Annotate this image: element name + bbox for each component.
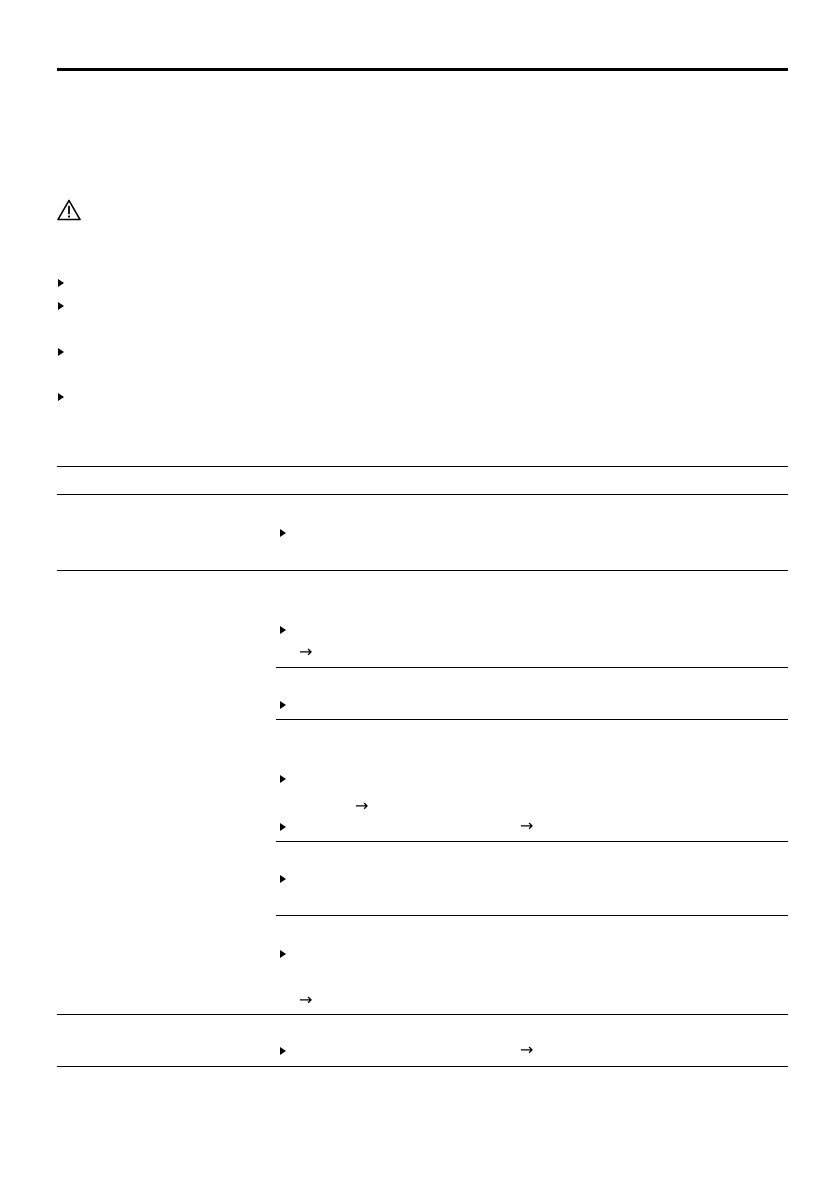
triangle-bullet-icon bbox=[58, 302, 64, 310]
right-arrow-icon: → bbox=[355, 796, 369, 815]
right-arrow-icon: → bbox=[520, 1040, 534, 1059]
triangle-bullet-icon bbox=[280, 626, 286, 634]
triangle-bullet-icon bbox=[58, 348, 64, 356]
triangle-bullet-icon bbox=[280, 529, 286, 537]
triangle-bullet-icon bbox=[58, 279, 64, 287]
warning-triangle-icon bbox=[57, 199, 81, 221]
table-subrow-rule bbox=[276, 719, 788, 720]
table-bottom-rule bbox=[57, 1066, 788, 1067]
triangle-bullet-icon bbox=[280, 823, 286, 831]
table-top-rule bbox=[57, 466, 788, 467]
table-subrow-rule bbox=[276, 915, 788, 916]
triangle-bullet-icon bbox=[58, 393, 64, 401]
triangle-bullet-icon bbox=[280, 950, 286, 958]
triangle-bullet-icon bbox=[280, 1047, 286, 1055]
triangle-bullet-icon bbox=[280, 775, 286, 783]
table-header-rule bbox=[57, 494, 788, 495]
triangle-bullet-icon bbox=[280, 875, 286, 883]
header-rule bbox=[57, 68, 788, 71]
table-subrow-rule bbox=[276, 841, 788, 842]
right-arrow-icon: → bbox=[520, 816, 534, 835]
table-row-rule bbox=[57, 1014, 788, 1015]
table-row-rule bbox=[57, 570, 788, 571]
triangle-bullet-icon bbox=[280, 701, 286, 709]
right-arrow-icon: → bbox=[299, 642, 313, 661]
right-arrow-icon: → bbox=[299, 990, 313, 1009]
table-subrow-rule bbox=[276, 667, 788, 668]
